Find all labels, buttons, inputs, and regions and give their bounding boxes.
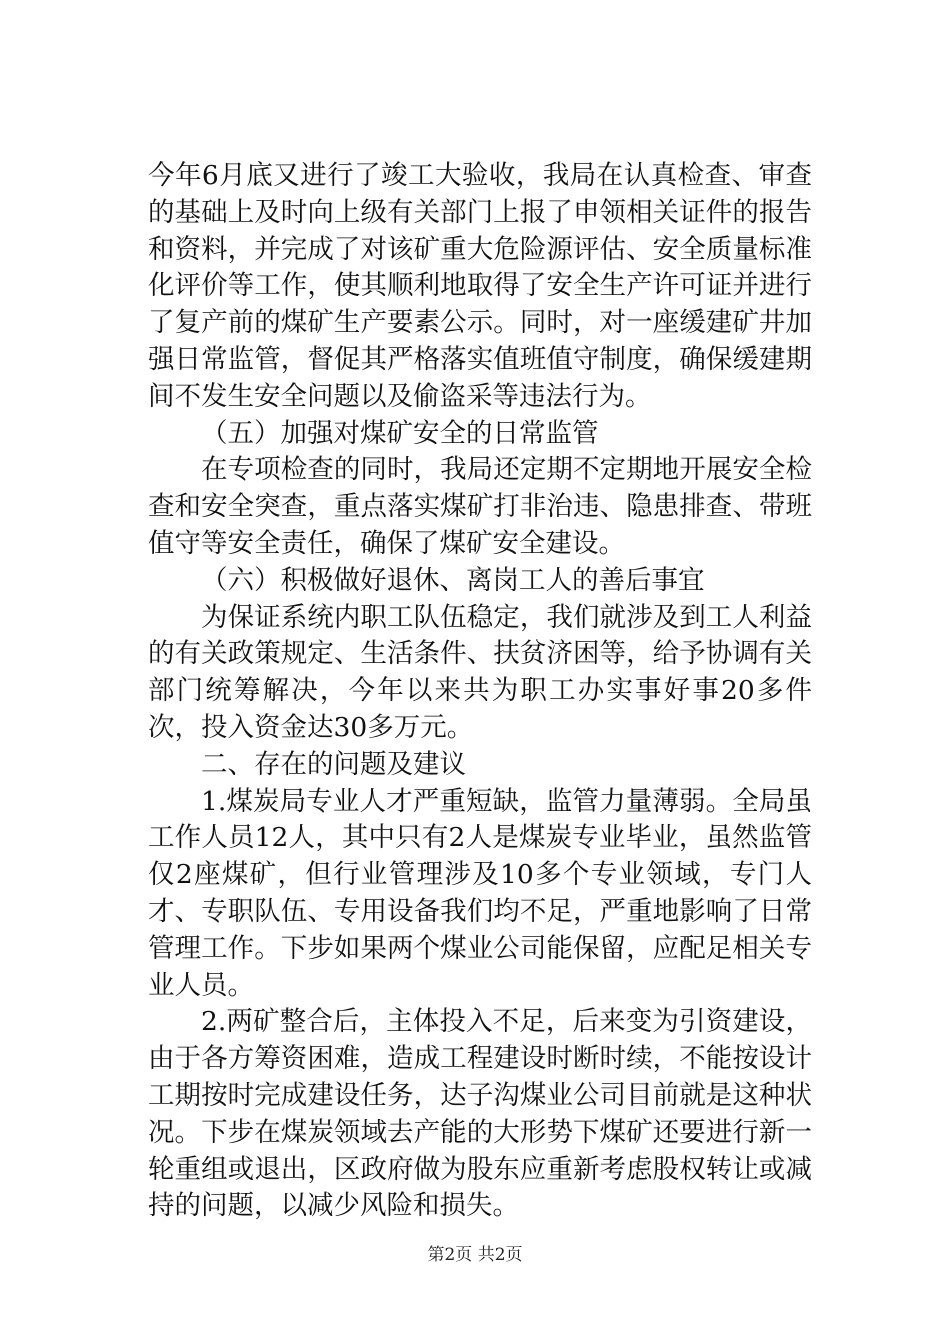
document-body (148, 158, 812, 1225)
paragraph-daily-supervision: 在专项检查的同时，我局还定期不定期地开展安全检查和安全突查，重点落实煤矿打非治违、隐患排查、带班值守等安全责任，确保了煤矿安全建设。 (148, 454, 812, 559)
paragraph-continuation: 今年6月底又进行了竣工大验收，我局在认真检查、审查的基础上及时向上级有关部门上报了申领相关证件的报告和资料，并完成了对该矿重大危险源评估、安全质量标准化评价等工作，使其顺利地取得了安全生产许可证并进行了复产前的煤矿生产要素公示。同时，对一座缓建矿井加强日常监管，督促其严格落实值班值守制度，确保缓建期间不发生安全问题以及偷盗采等违法行为。 (148, 160, 812, 412)
paragraph-problem-one: 1.煤炭局专业人才严重短缺，监管力量薄弱。全局虽工作人员12人，其中只有2人是煤炭专业毕业，虽然监管仅2座煤矿，但行业管理涉及10多个专业领域，专门人才、专职队伍、专用设备我们均不足，严重地影响了日常管理工作。下步如果两个煤业公司能保留，应配足相关专业人员。 (148, 785, 812, 1001)
section-heading-five: （五）加强对煤矿安全的日常监管 (201, 417, 599, 449)
section-heading-six: （六）积极做好退休、离岗工人的善后事宜 (201, 564, 705, 596)
paragraph-problem-two: 2.两矿整合后，主体投入不足，后来变为引资建设，由于各方筹资困难，造成工程建设时断时续，不能按设计工期按时完成建设任务，达子沟煤业公司目前就是这种状况。下步在煤炭领域去产能的大形势下煤矿还要进行新一轮重组或退出，区政府做为股东应重新考虑股权转让或减持的问题，以减少风险和损失。 (148, 1006, 812, 1222)
section-heading-problems: 二、存在的问题及建议 (201, 748, 466, 780)
page-footer: 第2页 共2页 (427, 1245, 523, 1265)
paragraph-retiree-affairs: 为保证系统内职工队伍稳定，我们就涉及到工人利益的有关政策规定、生活条件、扶贫济困等，给予协调有关部门统筹解决，今年以来共为职工办实事好事20多件次，投入资金达30多万元。 (148, 601, 812, 743)
